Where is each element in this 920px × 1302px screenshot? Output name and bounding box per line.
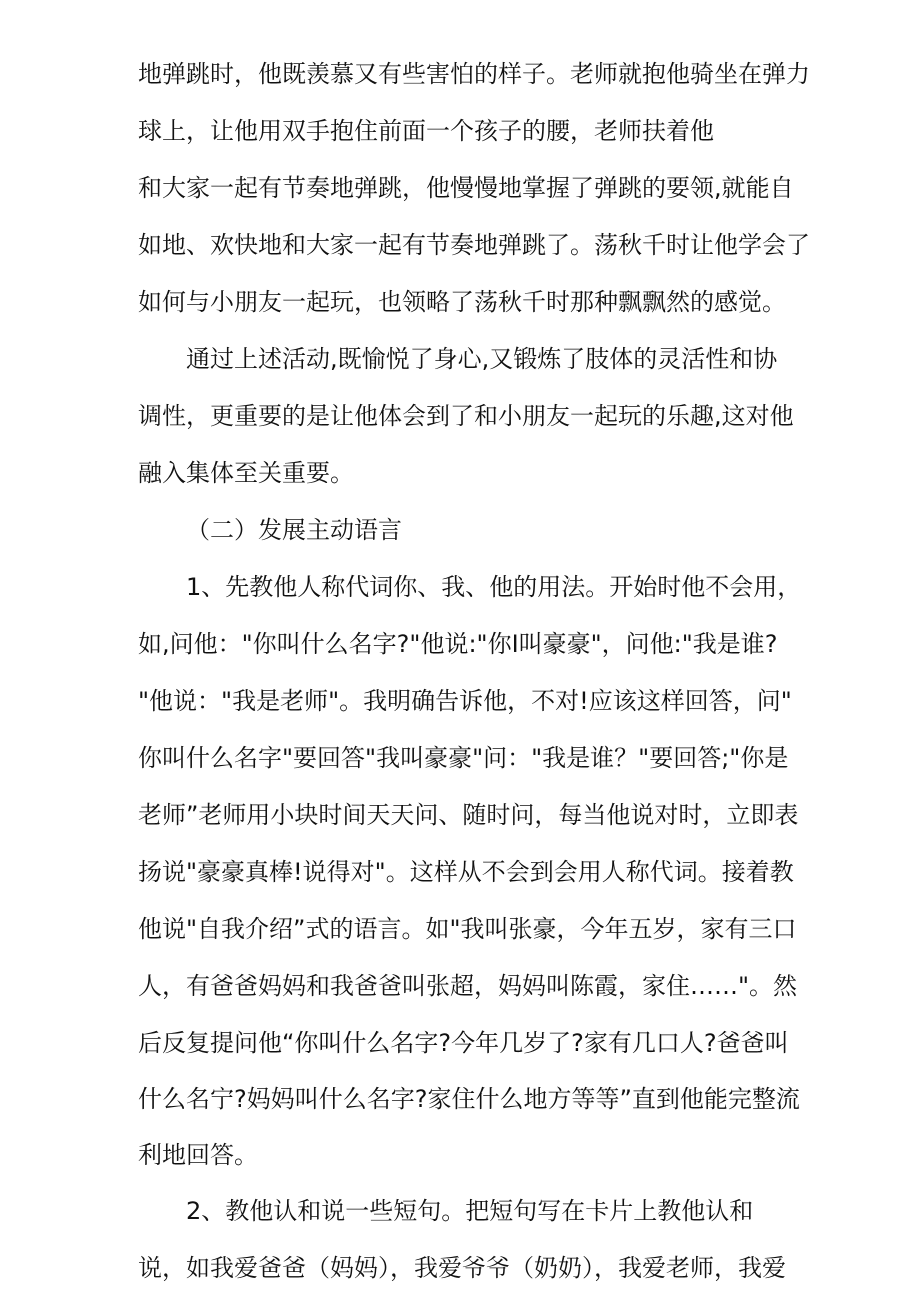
text-line: 什么名宁?妈妈叫什么名字?家住什么地方等等”直到他能完整流 <box>138 1085 800 1113</box>
text-line: 老师”老师用小块时间天天问、随时问，每当他说对时，立即表 <box>138 801 799 829</box>
text-line: "他说："我是老师"。我明确告诉他，不对!应该这样回答，问" <box>138 687 792 715</box>
text-line: 和大家一起有节奏地弹跳，他慢慢地掌握了弹跳的要领,就能自 <box>138 174 794 202</box>
text-line: 融入集体至关重要。 <box>138 459 354 487</box>
paragraph-first-line: 2、教他认和说一些短句。把短句写在卡片上教他认和 <box>186 1197 754 1225</box>
text-line: 如地、欢快地和大家一起有节奏地弹跳了。荡秋千时让他学会了 <box>138 231 810 259</box>
text-line: 人，有爸爸妈妈和我爸爸叫张超，妈妈叫陈霞，家住……"。然 <box>138 972 798 1000</box>
text-line: 如何与小朋友一起玩，也领略了荡秋千时那种飘飘然的感觉。 <box>138 288 786 316</box>
text-line: 调性，更重要的是让他体会到了和小朋友一起玩的乐趣,这对他 <box>138 402 794 430</box>
text-line: 他说"自我介绍”式的语言。如"我叫张豪，今年五岁，家有三口 <box>138 915 797 943</box>
section-heading: （二）发展主动语言 <box>186 516 402 544</box>
text-line: 地弹跳时，他既羡慕又有些害怕的样子。老师就抱他骑坐在弹力 <box>138 60 810 88</box>
text-line: 你叫什么名字"要回答"我叫豪豪"问："我是谁？"要回答;"你是 <box>138 744 789 772</box>
text-line: 球上，让他用双手抱住前面一个孩子的腰，老师扶着他 <box>138 117 714 145</box>
text-line: 扬说"豪豪真棒!说得对"。这样从不会到会用人称代词。接着教 <box>138 858 794 886</box>
paragraph-first-line: 1、先教他人称代词你、我、他的用法。开始时他不会用， <box>186 573 802 601</box>
text-line: 说，如我爱爸爸（妈妈），我爱爷爷（奶奶），我爱老师，我爱 <box>138 1254 786 1282</box>
text-line: 利地回答。 <box>138 1141 258 1169</box>
paragraph-first-line: 通过上述活动,既愉悦了身心,又锻炼了肢体的灵活性和协 <box>186 345 778 373</box>
text-line: 后反复提问他“你叫什么名字?今年几岁了?家有几口人?爸爸叫 <box>138 1029 789 1057</box>
text-line: 如,问他："你叫什么名字?"他说:"你I叫豪豪"，问他:"我是谁? <box>138 630 778 658</box>
